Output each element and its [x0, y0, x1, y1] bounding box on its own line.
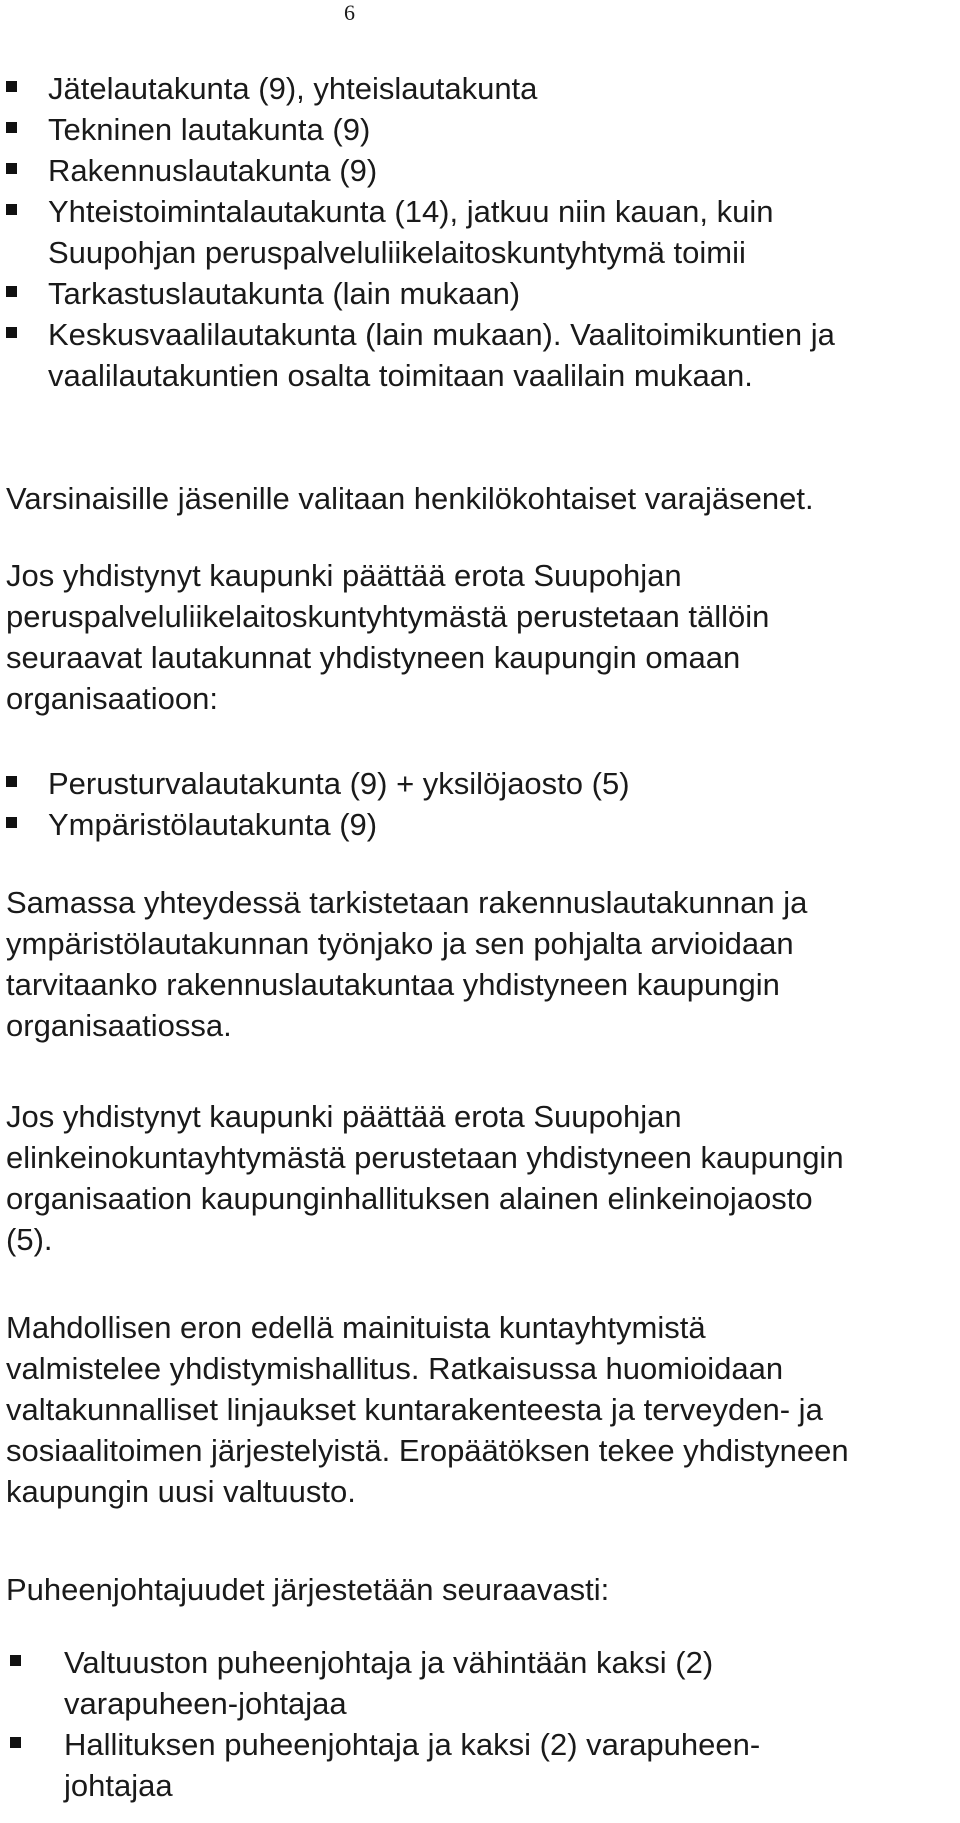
- paragraph: Jos yhdistynyt kaupunki päättää erota Suupohjan peruspalveluliikelaitoskuntyhtymästä perustetaan tällöin seuraavat lautakunnat yhdistyneen kaupungin omaan organisaatioon:: [6, 558, 770, 716]
- paragraph: Puheenjohtajuudet järjestetään seuraavasti:: [6, 1572, 610, 1607]
- list-item: Jätelautakunta (9), yhteislautakunta: [6, 68, 960, 109]
- square-bullet-icon: [6, 122, 17, 133]
- paragraph: Samassa yhteydessä tarkistetaan rakennuslautakunnan ja ympäristölautakunnan työnjako ja sen pohjalta arvioidaan tarvitaanko rakennuslautakuntaa yhdistyneen kaupungin organisaatiossa.: [6, 885, 808, 1043]
- list-item: Rakennuslautakunta (9): [6, 150, 960, 191]
- list-item: Hallituksen puheenjohtaja ja kaksi (2) varapuheen- johtajaa: [6, 1724, 960, 1806]
- paragraph: Jos yhdistynyt kaupunki päättää erota Suupohjan elinkeinokuntayhtymästä perustetaan yhdistyneen kaupungin organisaation kaupunginhallituksen alainen elinkeinojaosto (5).: [6, 1099, 844, 1257]
- list-item: Tekninen lautakunta (9): [6, 109, 960, 150]
- page-number: 6: [344, 0, 355, 25]
- square-bullet-icon: [10, 1655, 21, 1666]
- square-bullet-icon: [6, 327, 17, 338]
- square-bullet-icon: [6, 163, 17, 174]
- list-item: Tarkastuslautakunta (lain mukaan): [6, 273, 960, 314]
- paragraph: Mahdollisen eron edellä mainituista kuntayhtymistä valmistelee yhdistymishallitus. Ratkaisussa huomioidaan valtakunnalliset linjaukset kuntarakenteesta ja terveyden- ja sosiaalitoimen järjestelyistä. Eropäätöksen tekee yhdistyneen kaupungin uusi valtuusto.: [6, 1310, 849, 1509]
- list-item: Perusturvalautakunta (9) + yksilöjaosto (5): [6, 763, 960, 804]
- list-item: Keskusvaalilautakunta (lain mukaan). Vaalitoimikuntien ja vaalilautakuntien osalta toimitaan vaalilain mukaan.: [6, 314, 960, 396]
- square-bullet-icon: [6, 817, 17, 828]
- committee-list: [6, 68, 960, 396]
- list-item: Yhteistoimintalautakunta (14), jatkuu niin kauan, kuin Suupohjan peruspalveluliikelaitoskuntyhtymä toimii: [6, 191, 960, 273]
- list-item: Valtuuston puheenjohtaja ja vähintään kaksi (2) varapuheen-johtajaa: [6, 1642, 960, 1724]
- committee-list: [6, 763, 960, 845]
- square-bullet-icon: [6, 776, 17, 787]
- square-bullet-icon: [6, 81, 17, 92]
- square-bullet-icon: [6, 286, 17, 297]
- bullet-list: [6, 1642, 960, 1806]
- square-bullet-icon: [10, 1737, 21, 1748]
- bullet-list: [6, 68, 960, 396]
- bullet-list: [6, 763, 960, 845]
- square-bullet-icon: [6, 204, 17, 215]
- paragraph: Varsinaisille jäsenille valitaan henkilökohtaiset varajäsenet.: [6, 481, 814, 516]
- chairmanship-list: [6, 1642, 960, 1806]
- list-item: Ympäristölautakunta (9): [6, 804, 960, 845]
